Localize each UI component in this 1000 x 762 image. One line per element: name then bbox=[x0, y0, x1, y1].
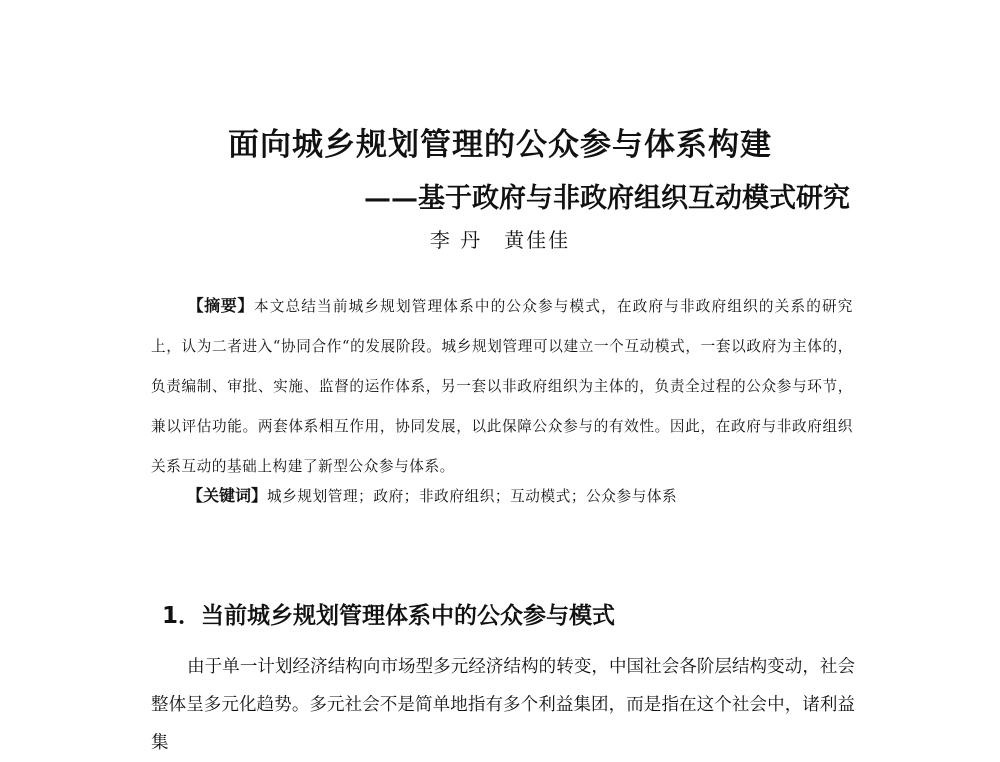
abstract-text: 本文总结当前城乡规划管理体系中的公众参与模式，在政府与非政府组织的关系的研究上，认为二者进入“协同合作“的发展阶段。城乡规划管理可以建立一个互动模式，一套以政府为主体的，负责编制、审批、实施、监督的运作体系，另一套以非政府组织为主体的，负责全过程的公众参与环节，兼以评估功能。两套体系相互作用，协同发展，以此保障公众参与的有效性。因此，在政府与非政府组织关系互动的基础上构建了新型公众参与体系。 bbox=[151, 298, 853, 475]
keywords-text: 城乡规划管理；政府；非政府组织；互动模式；公众参与体系 bbox=[267, 488, 678, 505]
keywords-label: 【关键词】 bbox=[187, 486, 268, 505]
paragraph-text: 由于单一计划经济结构向市场型多元经济结构的转变，中国社会各阶层结构变动，社会整体呈多元化趋势。多元社会不是简单地指有多个利益集团，而是指在这个社会中，诸利益集 bbox=[151, 657, 855, 753]
author-name: 黄佳佳 bbox=[504, 228, 571, 252]
author-name: 李 丹 bbox=[429, 228, 483, 252]
abstract-label: 【摘要】 bbox=[187, 296, 254, 315]
paper-title: 面向城乡规划管理的公众参与体系构建 bbox=[228, 127, 772, 163]
paper-subtitle: ——基于政府与非政府组织互动模式研究 bbox=[364, 183, 850, 214]
keywords bbox=[187, 481, 853, 512]
author-list bbox=[0, 226, 1000, 254]
section-heading: 1．当前城乡规划管理体系中的公众参与模式 bbox=[162, 603, 616, 629]
section-paragraph bbox=[151, 648, 855, 762]
abstract bbox=[151, 286, 853, 487]
